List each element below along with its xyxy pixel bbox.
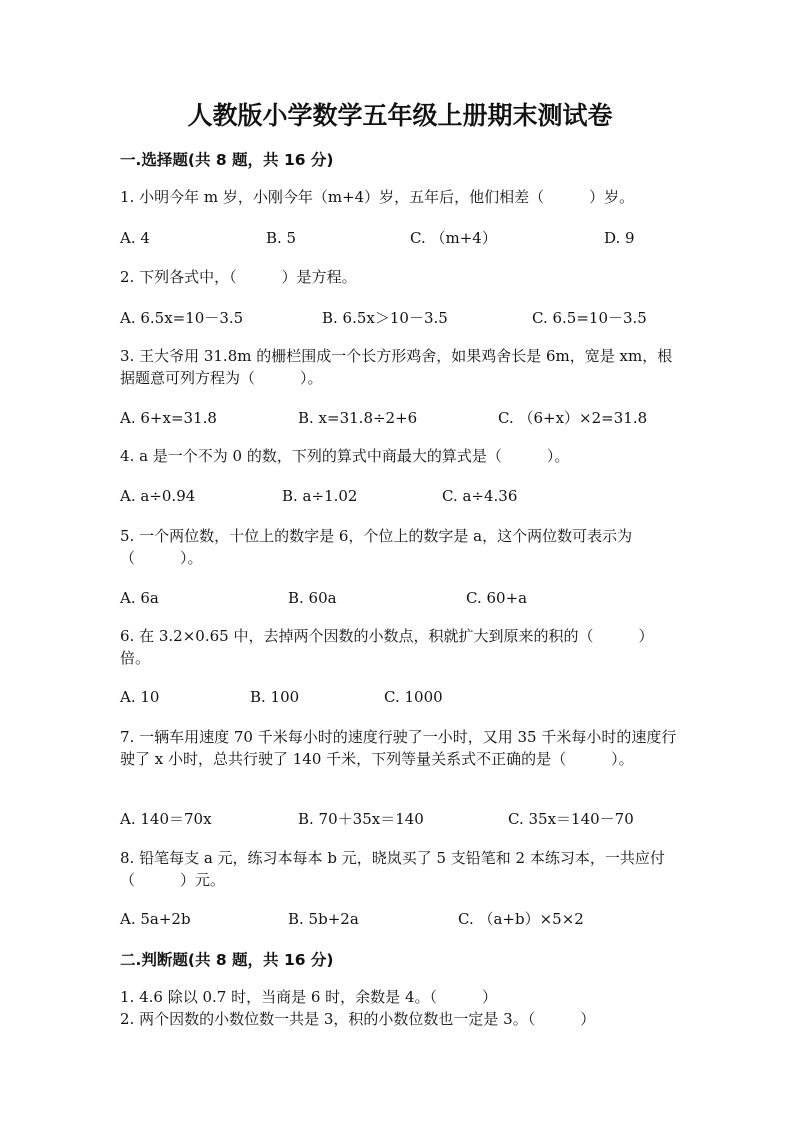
option-b: B. 5 — [266, 229, 297, 247]
question-8-options — [120, 908, 680, 930]
option-a: A. 4 — [120, 229, 150, 247]
option-b: B. 60a — [288, 589, 337, 607]
option-a: A. 6a — [120, 589, 159, 607]
page-title: 人教版小学数学五年级上册期末测试卷 — [187, 101, 613, 130]
question-5-options — [120, 587, 680, 609]
option-c: C. 1000 — [384, 688, 443, 706]
question-4: 4. a 是一个不为 0 的数，下列的算式中商最大的算式是（ ）。 — [120, 447, 570, 465]
question-7-options — [120, 808, 680, 830]
option-a: A. 6.5x=10－3.5 — [120, 309, 244, 327]
option-b: B. 100 — [250, 688, 300, 706]
option-d: D. 9 — [604, 229, 635, 247]
option-a: A. 10 — [120, 688, 160, 706]
judge-question-1: 1. 4.6 除以 0.7 时，当商是 6 时，余数是 4。（ ） — [120, 988, 497, 1006]
option-c: C. （a+b）×5×2 — [458, 910, 584, 928]
question-6-options — [120, 686, 680, 708]
option-b: B. 6.5x＞10－3.5 — [322, 309, 448, 327]
option-c: C. 35x＝140－70 — [508, 810, 634, 828]
question-3-options — [120, 407, 680, 429]
section-heading-true-false: 二.判断题(共 8 题，共 16 分) — [120, 951, 334, 969]
question-4-options — [120, 485, 680, 507]
judge-question-2: 2. 两个因数的小数位数一共是 3，积的小数位数也一定是 3。（ ） — [120, 1010, 596, 1028]
section-heading-multiple-choice: 一.选择题(共 8 题，共 16 分) — [120, 151, 334, 169]
option-b: B. a÷1.02 — [282, 487, 358, 505]
option-b: B. 5b+2a — [288, 910, 359, 928]
question-1-options — [120, 227, 680, 249]
option-c: C. a÷4.36 — [442, 487, 518, 505]
question-2: 2. 下列各式中，（ ）是方程。 — [120, 268, 357, 286]
option-a: A. 5a+2b — [120, 910, 191, 928]
question-1: 1. 小明今年 m 岁，小刚今年（m+4）岁，五年后，他们相差（ ）岁。 — [120, 188, 635, 206]
option-c: C. 60+a — [466, 589, 528, 607]
option-a: A. 6+x=31.8 — [120, 409, 217, 427]
option-c: C. （m+4） — [410, 229, 497, 247]
option-a: A. a÷0.94 — [120, 487, 196, 505]
question-8: 8. 铅笔每支 a 元，练习本每本 b 元，晓岚买了 5 支铅笔和 2 本练习本，一共应付（ ）元。 — [120, 849, 665, 889]
question-3: 3. 王大爷用 31.8m 的栅栏围成一个长方形鸡舍，如果鸡舍长是 6m，宽是 xm，根据题意可列方程为（ ）。 — [120, 347, 673, 387]
option-c: C. （6+x）×2=31.8 — [498, 409, 648, 427]
option-b: B. 70＋35x＝140 — [298, 810, 424, 828]
question-5: 5. 一个两位数，十位上的数字是 6，个位上的数字是 a，这个两位数可表示为（ ）。 — [120, 527, 633, 567]
option-a: A. 140＝70x — [120, 810, 212, 828]
option-c: C. 6.5=10－3.5 — [532, 309, 647, 327]
question-7: 7. 一辆车用速度 70 千米每小时的速度行驶了一小时，又用 35 千米每小时的速度行驶了 x 小时，总共行驶了 140 千米，下列等量关系式不正确的是（ ）。 — [120, 728, 677, 768]
question-2-options — [120, 307, 680, 329]
option-b: B. x=31.8÷2+6 — [298, 409, 418, 427]
question-6: 6. 在 3.2×0.65 中，去掉两个因数的小数点，积就扩大到原来的积的（ ）倍。 — [120, 627, 654, 667]
